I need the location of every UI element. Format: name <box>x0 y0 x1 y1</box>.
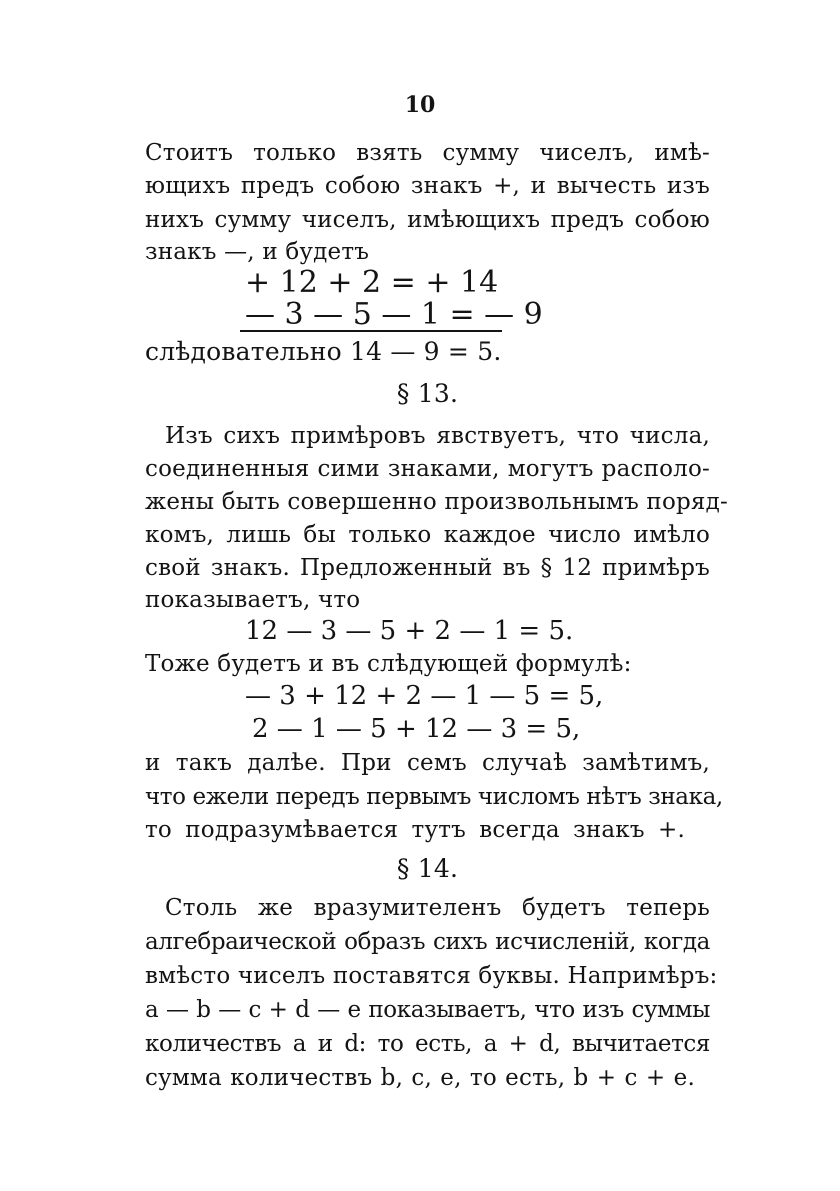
text-line: то подразумѣвается тутъ всегда знакъ +. <box>145 817 685 843</box>
text-line: вмѣсто чиселъ поставятся буквы. Напримѣръ: <box>145 963 718 989</box>
formula: 12 — 3 — 5 + 2 — 1 = 5. <box>245 616 574 646</box>
text-line: Тоже будетъ и въ слѣдующей формулѣ: <box>145 651 632 677</box>
text-line: a — b — c + d — e показываетъ, что изъ суммы <box>145 997 710 1023</box>
formula: 2 — 1 — 5 + 12 — 3 = 5, <box>252 714 581 744</box>
text-line: алгебраической образъ сихъ исчисленій, когда <box>145 929 710 955</box>
text-line: комъ, лишь бы только каждое число имѣло <box>145 522 710 548</box>
page-number: 10 <box>404 92 436 118</box>
text-line: жены быть совершенно произвольнымъ поряд- <box>145 489 728 515</box>
text-line: что ежели передъ первымъ числомъ нѣтъ знака, <box>145 784 723 810</box>
sum-rule <box>240 330 502 332</box>
text-line: знакъ —, и будетъ <box>145 239 370 265</box>
calc-line-negative: — 3 — 5 — 1 = — 9 <box>245 297 543 332</box>
text-line: свой знакъ. Предложенный въ § 12 примѣръ <box>145 555 710 581</box>
text-line: и такъ далѣе. При семъ случаѣ замѣтимъ, <box>145 750 710 776</box>
formula: — 3 + 12 + 2 — 1 — 5 = 5, <box>245 681 604 711</box>
text-line: Столь же вразумителенъ будетъ теперь <box>165 895 710 921</box>
calc-line-positive: + 12 + 2 = + 14 <box>245 265 499 300</box>
text-line: Изъ сихъ примѣровъ явствуетъ, что числа, <box>165 423 710 449</box>
text-line: количествъ a и d: то есть, a + d, вычитается <box>145 1031 710 1057</box>
text-line: соединенныя сими знаками, могутъ располо- <box>145 456 710 482</box>
text-line: сумма количествъ b, c, e, то есть, b + c + e. <box>145 1065 695 1091</box>
text-line: показываетъ, что <box>145 587 361 613</box>
text-line: Стоитъ только взять сумму чиселъ, имѣ- <box>145 140 710 166</box>
section-heading-13: § 13. <box>396 379 459 408</box>
text-line: ющихъ предъ собою знакъ +, и вычесть изъ <box>145 173 710 199</box>
section-heading-14: § 14. <box>396 854 459 883</box>
calc-result: слѣдовательно 14 — 9 = 5. <box>145 337 502 366</box>
text-line: нихъ сумму чиселъ, имѣющихъ предъ собою <box>145 207 710 233</box>
